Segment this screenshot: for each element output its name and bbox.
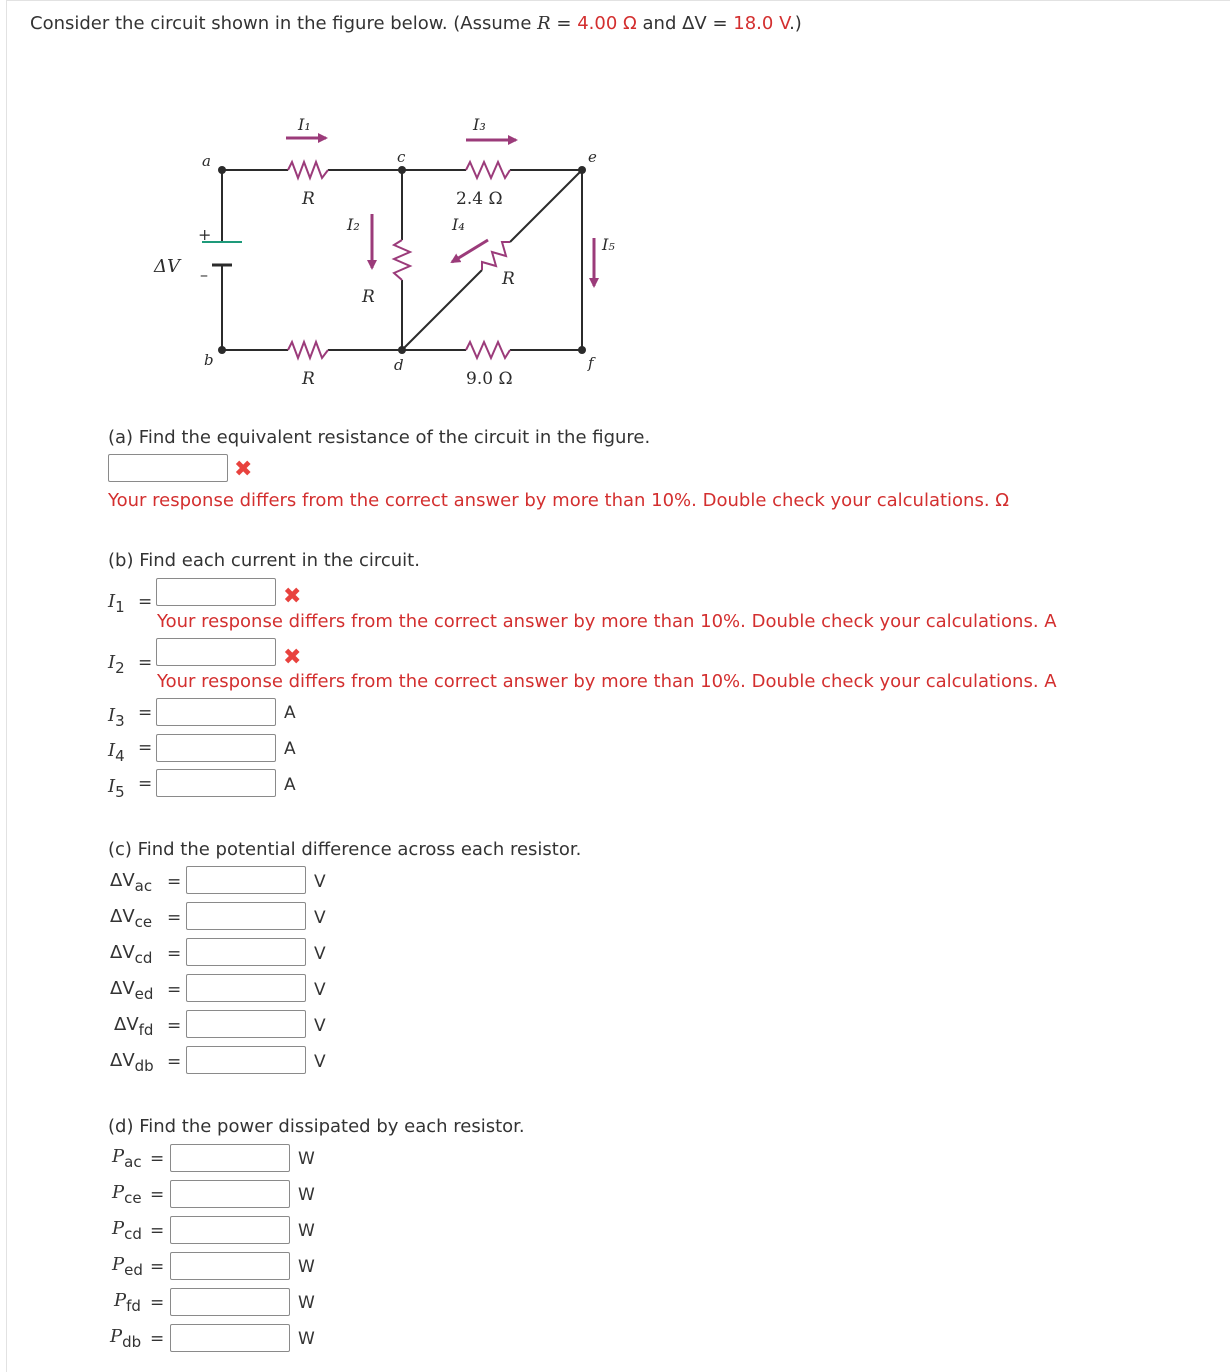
battery-plus: +	[198, 225, 212, 244]
dv-cd-unit: V	[314, 944, 326, 964]
equals-sign: =	[167, 908, 182, 928]
incorrect-icon: ✖	[283, 645, 302, 670]
p-ce-input[interactable]	[170, 1180, 290, 1208]
current-i5-input[interactable]	[156, 769, 276, 797]
dv-ed-unit: V	[314, 980, 326, 1000]
equals-sign: =	[138, 592, 153, 612]
node-d-dot	[398, 346, 406, 354]
equals-sign: =	[167, 1052, 182, 1072]
node-f-dot	[578, 346, 586, 354]
current-i2-label: $I_2$	[108, 652, 125, 677]
battery-minus: –	[200, 265, 208, 284]
current-i3-label: $I_3$	[108, 705, 125, 730]
part-c-question: (c) Find the potential difference across each resistor.	[108, 839, 582, 860]
part-a-question: (a) Find the equivalent resistance of the circuit in the figure.	[108, 427, 651, 448]
incorrect-icon: ✖	[234, 457, 253, 482]
label-r-ac: R	[302, 189, 315, 209]
label-r-ed: R	[502, 269, 515, 289]
equals-sign: =	[138, 774, 153, 794]
dv-db-input[interactable]	[186, 1046, 306, 1074]
equals-sign: =	[150, 1293, 165, 1313]
node-a-dot	[218, 166, 226, 174]
equals-sign: =	[150, 1185, 165, 1205]
equals-sign: =	[138, 653, 153, 673]
current-i5-unit: A	[284, 775, 296, 795]
current-i3-unit: A	[284, 703, 296, 723]
p-ed-unit: W	[298, 1257, 315, 1277]
p-ac-unit: W	[298, 1149, 315, 1169]
equals-sign: =	[150, 1221, 165, 1241]
dv-ce-unit: V	[314, 908, 326, 928]
p-ce-unit: W	[298, 1185, 315, 1205]
problem-statement: Consider the circuit shown in the figure below. (Assume R = 4.00 Ω and ΔV = 18.0 V.)	[30, 13, 802, 34]
resistor-db	[288, 342, 328, 358]
equals-sign: =	[167, 872, 182, 892]
p-db-input[interactable]	[170, 1324, 290, 1352]
equals-sign: =	[138, 738, 153, 758]
part-b-question: (b) Find each current in the circuit.	[108, 550, 420, 571]
resistor-ac	[288, 162, 328, 178]
dv-cd-label: $\Delta V_{cd}$	[110, 942, 153, 967]
p-db-unit: W	[298, 1329, 315, 1349]
equals-sign: =	[167, 980, 182, 1000]
dv-ac-input[interactable]	[186, 866, 306, 894]
node-b-label: b	[204, 351, 214, 369]
incorrect-icon: ✖	[283, 584, 302, 609]
current-i1-input[interactable]	[156, 578, 276, 606]
dv-ce-input[interactable]	[186, 902, 306, 930]
equals-sign: =	[167, 944, 182, 964]
label-i1: I₁	[298, 115, 311, 134]
p-cd-unit: W	[298, 1221, 315, 1241]
node-e-dot	[578, 166, 586, 174]
battery-label: ΔV	[154, 256, 180, 277]
dv-ed-input[interactable]	[186, 974, 306, 1002]
circuit-diagram	[140, 100, 620, 400]
current-i4-unit: A	[284, 739, 296, 759]
p-ed-label: $P_{ed}$	[112, 1254, 143, 1279]
part-a-feedback: Your response differs from the correct answer by more than 10%. Double check your calculations. Ω	[108, 490, 1010, 511]
label-r-db: R	[302, 369, 315, 389]
node-c-dot	[398, 166, 406, 174]
current-i1-feedback: Your response differs from the correct answer by more than 10%. Double check your calculations. A	[157, 611, 1057, 632]
current-i4-input[interactable]	[156, 734, 276, 762]
wire-diagonal-lower	[402, 270, 482, 350]
dv-fd-unit: V	[314, 1016, 326, 1036]
arrow-i4	[452, 240, 488, 262]
label-i2: I₂	[347, 215, 360, 234]
dv-ed-label: $\Delta V_{ed}$	[110, 978, 154, 1003]
p-fd-unit: W	[298, 1293, 315, 1313]
current-i3-input[interactable]	[156, 698, 276, 726]
node-e-label: e	[588, 148, 597, 166]
part-d-question: (d) Find the power dissipated by each resistor.	[108, 1116, 525, 1137]
equals-sign: =	[138, 703, 153, 723]
p-ac-input[interactable]	[170, 1144, 290, 1172]
current-i4-label: $I_4$	[108, 740, 125, 765]
dv-ce-label: $\Delta V_{ce}$	[110, 906, 153, 931]
p-fd-input[interactable]	[170, 1288, 290, 1316]
p-ed-input[interactable]	[170, 1252, 290, 1280]
equivalent-resistance-input[interactable]	[108, 454, 228, 482]
current-i2-input[interactable]	[156, 638, 276, 666]
p-cd-input[interactable]	[170, 1216, 290, 1244]
label-r-fd: 9.0 Ω	[466, 369, 513, 389]
label-i5: I₅	[602, 235, 615, 254]
dv-cd-input[interactable]	[186, 938, 306, 966]
p-fd-label: $P_{fd}$	[114, 1290, 141, 1315]
current-i5-label: $I_5$	[108, 776, 125, 801]
p-db-label: $P_{db}$	[110, 1326, 142, 1351]
label-i3: I₃	[473, 115, 486, 134]
wire-diagonal-upper	[510, 170, 582, 242]
node-d-label: d	[394, 356, 404, 374]
current-i2-feedback: Your response differs from the correct answer by more than 10%. Double check your calculations. A	[157, 671, 1057, 692]
equals-sign: =	[167, 1016, 182, 1036]
p-ac-label: $P_{ac}$	[112, 1146, 142, 1171]
node-c-label: c	[397, 148, 406, 166]
label-i4: I₄	[452, 215, 465, 234]
node-a-label: a	[202, 152, 211, 170]
resistor-ce	[466, 162, 510, 178]
dv-ac-unit: V	[314, 872, 326, 892]
resistor-cd	[394, 240, 410, 280]
label-r-ce: 2.4 Ω	[456, 189, 503, 209]
equals-sign: =	[150, 1329, 165, 1349]
resistor-ed	[482, 242, 510, 270]
dv-ac-label: $\Delta V_{ac}$	[110, 870, 153, 895]
dv-fd-input[interactable]	[186, 1010, 306, 1038]
p-cd-label: $P_{cd}$	[112, 1218, 142, 1243]
equals-sign: =	[150, 1257, 165, 1277]
p-ce-label: $P_{ce}$	[112, 1182, 142, 1207]
dv-fd-label: $\Delta V_{fd}$	[114, 1014, 154, 1039]
node-b-dot	[218, 346, 226, 354]
node-f-label: f	[588, 354, 594, 372]
equals-sign: =	[150, 1149, 165, 1169]
dv-db-label: $\Delta V_{db}$	[110, 1050, 154, 1075]
label-r-cd: R	[362, 287, 375, 307]
resistor-fd	[466, 342, 510, 358]
dv-db-unit: V	[314, 1052, 326, 1072]
current-i1-label: $I_1$	[108, 591, 125, 616]
